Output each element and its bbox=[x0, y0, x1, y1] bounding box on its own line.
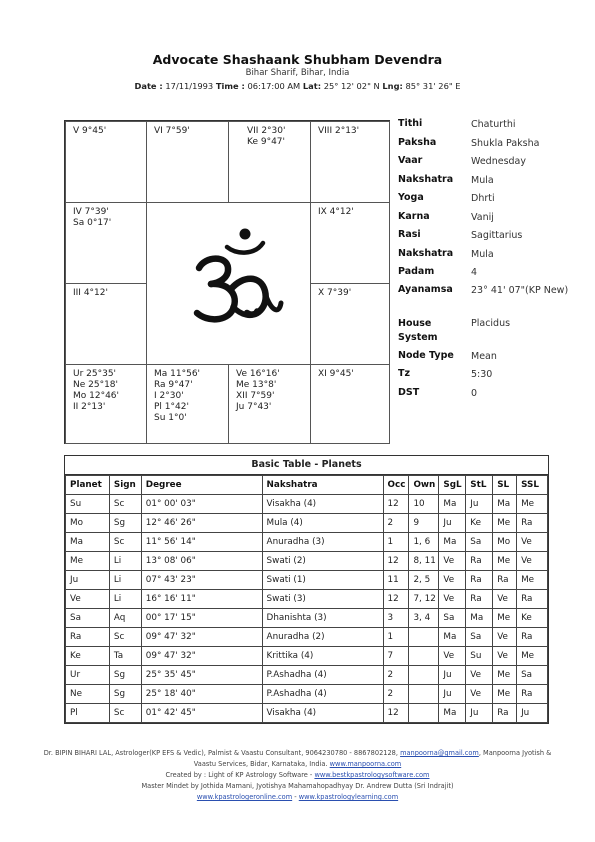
table-cell: Ra bbox=[493, 571, 517, 590]
table-cell: Ne bbox=[66, 685, 110, 704]
table-cell: Anuradha (3) bbox=[262, 533, 383, 552]
table-cell: 12° 46' 26" bbox=[141, 514, 262, 533]
house-line: Ra 9°47' bbox=[154, 380, 193, 390]
table-cell: Ju bbox=[466, 704, 493, 723]
table-row bbox=[66, 647, 548, 666]
table-cell: 13° 08' 06" bbox=[141, 552, 262, 571]
table-cell: 7 bbox=[383, 647, 409, 666]
house-line: Ur 25°35' bbox=[73, 369, 117, 379]
panchang-value: 4 bbox=[471, 267, 478, 278]
panchang-key: Node Type bbox=[398, 350, 454, 361]
om-symbol-icon bbox=[147, 203, 310, 364]
chart-house-cell bbox=[310, 283, 390, 365]
chart-house-cell bbox=[310, 364, 390, 444]
time-label: Time : bbox=[215, 81, 245, 91]
footer-line-1 bbox=[0, 748, 595, 758]
house-line: II 2°13' bbox=[73, 402, 106, 412]
table-cell bbox=[409, 647, 439, 666]
panchang-key: Vaar bbox=[398, 155, 423, 166]
birth-time: 06:17:00 AM bbox=[247, 81, 301, 91]
house-line: IX 4°12' bbox=[318, 207, 354, 217]
table-cell: Swati (3) bbox=[262, 590, 383, 609]
panchang-value: 5:30 bbox=[471, 369, 493, 380]
house-line: Me 13°8' bbox=[236, 380, 277, 390]
house-line: III 4°12' bbox=[73, 288, 108, 298]
planets-table bbox=[64, 455, 549, 724]
table-row bbox=[66, 495, 548, 514]
table-cell: Sa bbox=[466, 533, 493, 552]
footer-line-2 bbox=[0, 759, 595, 769]
footer-line-5 bbox=[0, 792, 595, 802]
table-cell: Dhanishta (3) bbox=[262, 609, 383, 628]
house-line: V 9°45' bbox=[73, 126, 107, 136]
table-cell: Mo bbox=[66, 514, 110, 533]
table-cell: Ju bbox=[439, 514, 466, 533]
table-cell: 07° 43' 23" bbox=[141, 571, 262, 590]
panchang-key: DST bbox=[398, 387, 420, 398]
table-cell: 3, 4 bbox=[409, 609, 439, 628]
panchang-value: Mula bbox=[471, 175, 494, 186]
panchang-value: Chaturthi bbox=[471, 119, 516, 130]
table-cell: Li bbox=[109, 571, 141, 590]
table-cell: Anuradha (2) bbox=[262, 628, 383, 647]
table-cell: 01° 00' 03" bbox=[141, 495, 262, 514]
table-row bbox=[66, 590, 548, 609]
chart-house-cell bbox=[65, 283, 147, 365]
table-cell: Ve bbox=[439, 590, 466, 609]
table-cell: Sg bbox=[109, 685, 141, 704]
house-line: Ma 11°56' bbox=[154, 369, 201, 379]
lng-label: Lng: bbox=[382, 81, 403, 91]
birth-details-line bbox=[0, 81, 595, 91]
table-cell: Me bbox=[493, 552, 517, 571]
column-header: SSL bbox=[517, 476, 548, 495]
table-cell: Mula (4) bbox=[262, 514, 383, 533]
table-cell: Ma bbox=[439, 495, 466, 514]
panchang-key: Karna bbox=[398, 211, 430, 222]
table-cell: Sc bbox=[109, 533, 141, 552]
column-header: SL bbox=[493, 476, 517, 495]
table-cell: Ma bbox=[66, 533, 110, 552]
table-cell: Me bbox=[66, 552, 110, 571]
panchang-value: Dhrti bbox=[471, 193, 495, 204]
table-cell: 09° 47' 32" bbox=[141, 628, 262, 647]
birth-place: Bihar Sharif, Bihar, India bbox=[245, 68, 350, 78]
table-cell: Sc bbox=[109, 495, 141, 514]
table-cell: Sc bbox=[109, 704, 141, 723]
longitude: 85° 31' 26" E bbox=[405, 81, 461, 91]
table-cell: Sa bbox=[66, 609, 110, 628]
house-line: VIII 2°13' bbox=[318, 126, 360, 136]
panchang-key: Yoga bbox=[398, 192, 424, 203]
column-header: SgL bbox=[439, 476, 466, 495]
table-row bbox=[66, 666, 548, 685]
panchang-key: Padam bbox=[398, 266, 435, 277]
house-line: Mo 12°46' bbox=[73, 391, 120, 401]
email-link[interactable]: manpoorna@gmail.com bbox=[400, 749, 479, 757]
table-cell: 12 bbox=[383, 495, 409, 514]
table-cell: Ur bbox=[66, 666, 110, 685]
table-cell: Sg bbox=[109, 666, 141, 685]
table-cell: 1 bbox=[383, 628, 409, 647]
table-cell: Su bbox=[66, 495, 110, 514]
panchang-value: 23° 41' 07"(KP New) bbox=[471, 285, 569, 296]
table-row bbox=[66, 685, 548, 704]
panchang-key: House System bbox=[398, 318, 438, 343]
footer-text: Vaastu Services, Bidar, Karnataka, India. bbox=[193, 760, 328, 768]
kp-online-link[interactable]: www.kpastrologeronline.com bbox=[196, 793, 293, 801]
date-label: Date : bbox=[134, 81, 163, 91]
table-row bbox=[66, 533, 548, 552]
table-cell: Ve bbox=[466, 666, 493, 685]
latitude: 25° 12' 02" N bbox=[323, 81, 380, 91]
house-line: Ke 9°47' bbox=[247, 137, 286, 147]
table-cell: 2, 5 bbox=[409, 571, 439, 590]
house-line: X 7°39' bbox=[318, 288, 352, 298]
table-row bbox=[66, 609, 548, 628]
chart-house-cell bbox=[228, 364, 311, 444]
panchang-key: Nakshatra bbox=[398, 248, 454, 259]
panchang-key: Paksha bbox=[398, 137, 437, 148]
footer-text: Dr. BIPIN BIHARI LAL, Astrologer(KP EFS & Vedic), Palmist & Vaastu Consultant, 9064230780 - 8867802128, bbox=[43, 749, 398, 757]
table-header-row bbox=[66, 476, 548, 495]
chart-house-cell bbox=[228, 121, 311, 203]
table-cell: Ra bbox=[466, 590, 493, 609]
chart-house-cell bbox=[65, 202, 147, 284]
table-cell bbox=[409, 685, 439, 704]
house-line: XI 9°45' bbox=[318, 369, 354, 379]
table-cell: Ve bbox=[66, 590, 110, 609]
table-cell: 2 bbox=[383, 514, 409, 533]
footer-text: , Manpoorna Jyotish & bbox=[478, 749, 552, 757]
table-cell: 8, 11 bbox=[409, 552, 439, 571]
house-line: Pl 1°42' bbox=[154, 402, 189, 412]
table-cell: Me bbox=[493, 514, 517, 533]
house-line: Ju 7°43' bbox=[236, 402, 272, 412]
house-line: XII 7°59' bbox=[236, 391, 275, 401]
table-cell: Ve bbox=[439, 647, 466, 666]
table-cell: Sa bbox=[517, 666, 548, 685]
table-body bbox=[66, 495, 548, 723]
panchang-value: Mula bbox=[471, 249, 494, 260]
panchang-value: Placidus bbox=[471, 318, 511, 329]
table-cell bbox=[409, 666, 439, 685]
table-cell: Swati (1) bbox=[262, 571, 383, 590]
house-line: Ve 16°16' bbox=[236, 369, 280, 379]
footer-line-4: Master Mindet by Jothida Mamani, Jyotishya Mahamahopadhyay Dr. Andrew Dutta (Sri Indrajit) bbox=[141, 782, 454, 790]
house-line: I 2°30' bbox=[154, 391, 184, 401]
chart-house-cell bbox=[310, 202, 390, 284]
table-cell bbox=[409, 628, 439, 647]
panchang-value: Wednesday bbox=[471, 156, 527, 167]
table-row bbox=[66, 552, 548, 571]
table-cell bbox=[409, 704, 439, 723]
table-cell: Li bbox=[109, 552, 141, 571]
table-cell: 1, 6 bbox=[409, 533, 439, 552]
table-cell: Mo bbox=[493, 533, 517, 552]
planets-grid bbox=[65, 456, 548, 723]
column-header: Own bbox=[409, 476, 439, 495]
table-cell: Me bbox=[517, 571, 548, 590]
table-cell: Ke bbox=[517, 609, 548, 628]
table-cell: 25° 35' 45" bbox=[141, 666, 262, 685]
footer-separator: - bbox=[294, 793, 297, 801]
native-name: Advocate Shashaank Shubham Devendra bbox=[152, 52, 443, 67]
table-cell: 1 bbox=[383, 533, 409, 552]
column-header: Occ bbox=[383, 476, 409, 495]
chart-house-cell bbox=[65, 121, 147, 203]
table-cell: Ra bbox=[517, 514, 548, 533]
table-cell: Ve bbox=[439, 571, 466, 590]
table-cell: Me bbox=[493, 685, 517, 704]
table-cell: 12 bbox=[383, 590, 409, 609]
table-cell: Ju bbox=[439, 685, 466, 704]
table-title: Basic Table - Planets bbox=[65, 456, 548, 475]
om-dot bbox=[240, 229, 251, 240]
table-cell: 11° 56' 14" bbox=[141, 533, 262, 552]
column-header: Planet bbox=[66, 476, 110, 495]
table-cell: Sa bbox=[466, 628, 493, 647]
table-row bbox=[66, 628, 548, 647]
table-cell: Krittika (4) bbox=[262, 647, 383, 666]
table-cell: Pl bbox=[66, 704, 110, 723]
table-cell: 12 bbox=[383, 552, 409, 571]
table-cell: Ju bbox=[517, 704, 548, 723]
table-cell: Ke bbox=[66, 647, 110, 666]
table-cell: Sg bbox=[109, 514, 141, 533]
table-cell: Ma bbox=[439, 704, 466, 723]
house-line: IV 7°39' bbox=[73, 207, 109, 217]
table-cell: 2 bbox=[383, 666, 409, 685]
table-cell: Visakha (4) bbox=[262, 495, 383, 514]
table-cell: Visakha (4) bbox=[262, 704, 383, 723]
table-cell: Li bbox=[109, 590, 141, 609]
table-cell: Me bbox=[493, 666, 517, 685]
column-header: StL bbox=[466, 476, 493, 495]
birth-date: 17/11/1993 bbox=[165, 81, 214, 91]
table-cell: 9 bbox=[409, 514, 439, 533]
chart-house-cell bbox=[146, 364, 229, 444]
table-cell: P.Ashadha (4) bbox=[262, 685, 383, 704]
table-row bbox=[66, 514, 548, 533]
table-row bbox=[66, 704, 548, 723]
lat-label: Lat: bbox=[302, 81, 322, 91]
panchang-key: Nakshatra bbox=[398, 174, 454, 185]
panchang-key: Rasi bbox=[398, 229, 421, 240]
panchang-key: Ayanamsa bbox=[398, 284, 453, 295]
house-line: VII 2°30' bbox=[247, 126, 286, 136]
table-cell: Ra bbox=[466, 552, 493, 571]
chart-house-cell bbox=[65, 364, 147, 444]
column-header: Nakshatra bbox=[262, 476, 383, 495]
table-cell: Ve bbox=[493, 628, 517, 647]
table-cell: Ve bbox=[517, 552, 548, 571]
table-cell: 2 bbox=[383, 685, 409, 704]
house-line: Su 1°0' bbox=[154, 413, 187, 423]
house-line: VI 7°59' bbox=[154, 126, 190, 136]
table-cell: Ra bbox=[517, 590, 548, 609]
table-cell: Aq bbox=[109, 609, 141, 628]
table-cell: Ju bbox=[66, 571, 110, 590]
panchang-key: Tithi bbox=[398, 118, 423, 129]
table-cell: Ke bbox=[466, 514, 493, 533]
table-cell: 16° 16' 11" bbox=[141, 590, 262, 609]
table-cell: Ma bbox=[493, 495, 517, 514]
panchang-key: Tz bbox=[398, 368, 411, 379]
table-cell: Ju bbox=[439, 666, 466, 685]
table-cell: Ra bbox=[66, 628, 110, 647]
table-cell: Ma bbox=[439, 533, 466, 552]
panchang-value: Mean bbox=[471, 351, 497, 362]
chart-house-cell bbox=[310, 121, 390, 203]
chart-house-cell bbox=[146, 121, 229, 203]
table-row bbox=[66, 571, 548, 590]
table-cell: 12 bbox=[383, 704, 409, 723]
table-cell: Ju bbox=[466, 495, 493, 514]
table-cell: 00° 17' 15" bbox=[141, 609, 262, 628]
table-cell: 09° 47' 32" bbox=[141, 647, 262, 666]
table-cell: 10 bbox=[409, 495, 439, 514]
table-cell: Me bbox=[517, 495, 548, 514]
table-cell: 25° 18' 40" bbox=[141, 685, 262, 704]
table-cell: Ve bbox=[466, 685, 493, 704]
panchang-value: Vanij bbox=[471, 212, 494, 223]
chart-center bbox=[146, 202, 311, 365]
table-cell: Ra bbox=[466, 571, 493, 590]
table-cell: Ra bbox=[517, 628, 548, 647]
table-cell: Sa bbox=[439, 609, 466, 628]
table-cell: Swati (2) bbox=[262, 552, 383, 571]
birth-chart bbox=[64, 120, 390, 444]
table-cell: 01° 42' 45" bbox=[141, 704, 262, 723]
table-cell: Ve bbox=[493, 647, 517, 666]
column-header: Sign bbox=[109, 476, 141, 495]
table-cell: 7, 12 bbox=[409, 590, 439, 609]
footer-line-3 bbox=[0, 770, 595, 780]
table-cell: 11 bbox=[383, 571, 409, 590]
table-cell: Ra bbox=[493, 704, 517, 723]
table-cell: Me bbox=[517, 647, 548, 666]
house-line: Sa 0°17' bbox=[73, 218, 112, 228]
table-cell: Ve bbox=[493, 590, 517, 609]
house-line: Ne 25°18' bbox=[73, 380, 119, 390]
table-cell: P.Ashadha (4) bbox=[262, 666, 383, 685]
table-cell: Me bbox=[493, 609, 517, 628]
panchang-value: Shukla Paksha bbox=[471, 138, 540, 149]
table-cell: Sc bbox=[109, 628, 141, 647]
table-cell: Ve bbox=[517, 533, 548, 552]
column-header: Degree bbox=[141, 476, 262, 495]
panchang-value: 0 bbox=[471, 388, 478, 399]
table-cell: Ta bbox=[109, 647, 141, 666]
table-cell: Ve bbox=[439, 552, 466, 571]
software-link[interactable]: www.bestkpastrologysoftware.com bbox=[314, 771, 430, 779]
panchang-value: Sagittarius bbox=[471, 230, 523, 241]
table-cell: 3 bbox=[383, 609, 409, 628]
kp-learning-link[interactable]: www.kpastrologylearning.com bbox=[298, 793, 399, 801]
table-cell: Ma bbox=[466, 609, 493, 628]
table-cell: Ma bbox=[439, 628, 466, 647]
footer-text: Created by : Light of KP Astrology Software - bbox=[165, 771, 313, 779]
table-cell: Su bbox=[466, 647, 493, 666]
table-cell: Ra bbox=[517, 685, 548, 704]
website-link[interactable]: www.manpoorna.com bbox=[329, 760, 402, 768]
